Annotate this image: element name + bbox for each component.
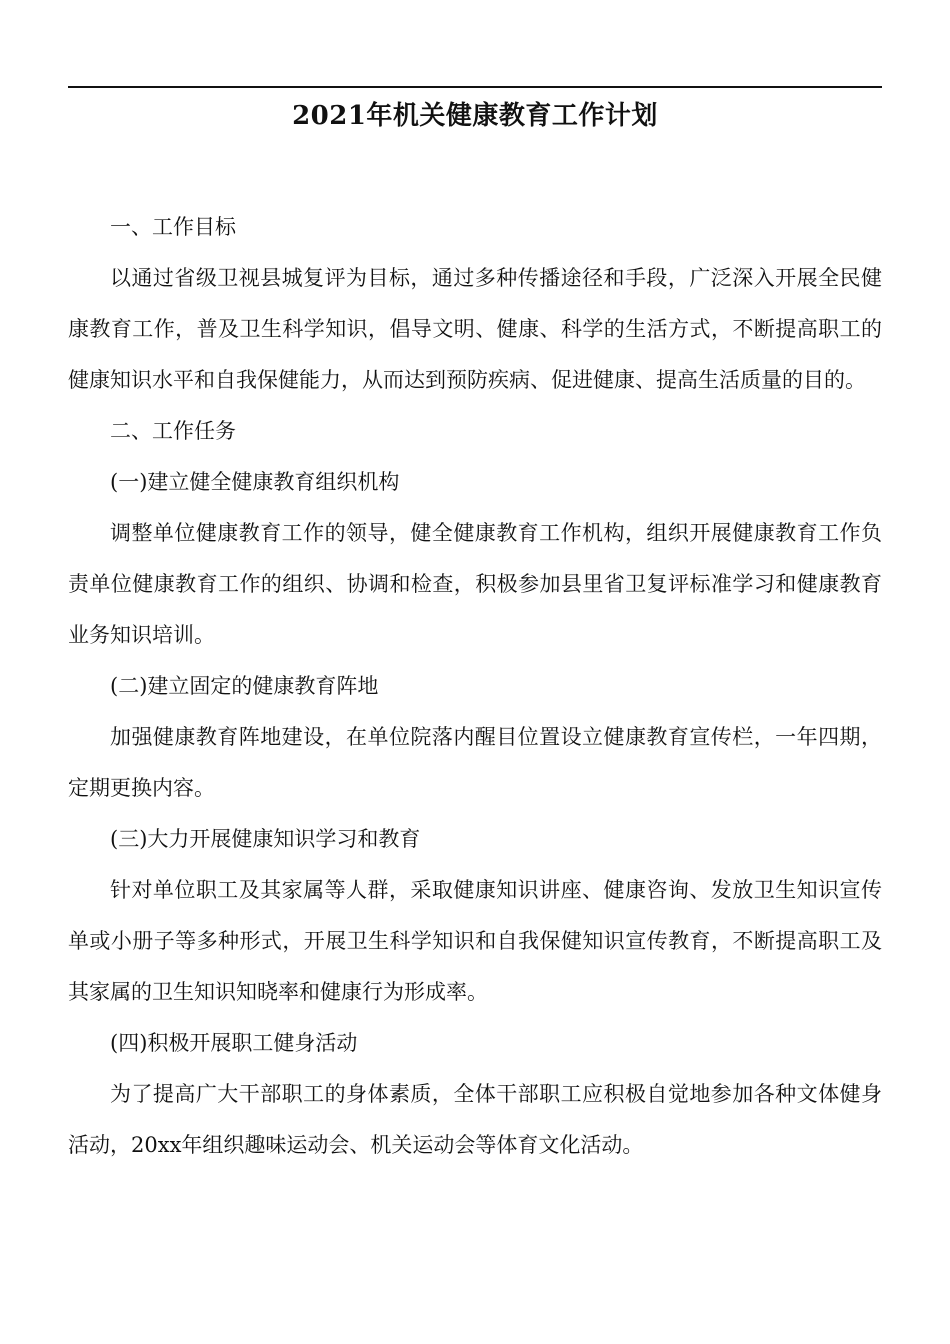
header-rule [68, 86, 882, 88]
subheading-venue: (二)建立固定的健康教育阵地 [110, 674, 379, 698]
subheading-organization: (一)建立健全健康教育组织机构 [110, 470, 400, 494]
paragraph-organization: 调整单位健康教育工作的领导，健全健康教育工作机构，组织开展健康教育工作负责单位健康教育工作的组织、协调和检查，积极参加县里省卫复评标准学习和健康教育业务知识培训。 [68, 521, 882, 647]
section-heading-goals: 一、工作目标 [110, 215, 236, 239]
subheading-education: (三)大力开展健康知识学习和教育 [110, 827, 421, 851]
paragraph-fitness: 为了提高广大干部职工的身体素质，全体干部职工应积极自觉地参加各种文体健身活动，20xx年组织趣味运动会、机关运动会等体育文化活动。 [68, 1082, 882, 1157]
paragraph-goals: 以通过省级卫视县城复评为目标，通过多种传播途径和手段，广泛深入开展全民健康教育工作，普及卫生科学知识，倡导文明、健康、科学的生活方式，不断提高职工的健康知识水平和自我保健能力，从而达到预防疾病、促进健康、提高生活质量的目的。 [68, 266, 882, 392]
document-title: 2021年机关健康教育工作计划 [292, 101, 658, 131]
paragraph-venue: 加强健康教育阵地建设，在单位院落内醒目位置设立健康教育宣传栏，一年四期，定期更换内容。 [68, 725, 882, 800]
subheading-fitness: (四)积极开展职工健身活动 [110, 1031, 358, 1055]
section-heading-tasks: 二、工作任务 [110, 419, 236, 443]
paragraph-education: 针对单位职工及其家属等人群，采取健康知识讲座、健康咨询、发放卫生知识宣传单或小册子等多种形式，开展卫生科学知识和自我保健知识宣传教育，不断提高职工及其家属的卫生知识知晓率和健康行为形成率。 [68, 878, 882, 1004]
document-body [68, 202, 882, 1171]
